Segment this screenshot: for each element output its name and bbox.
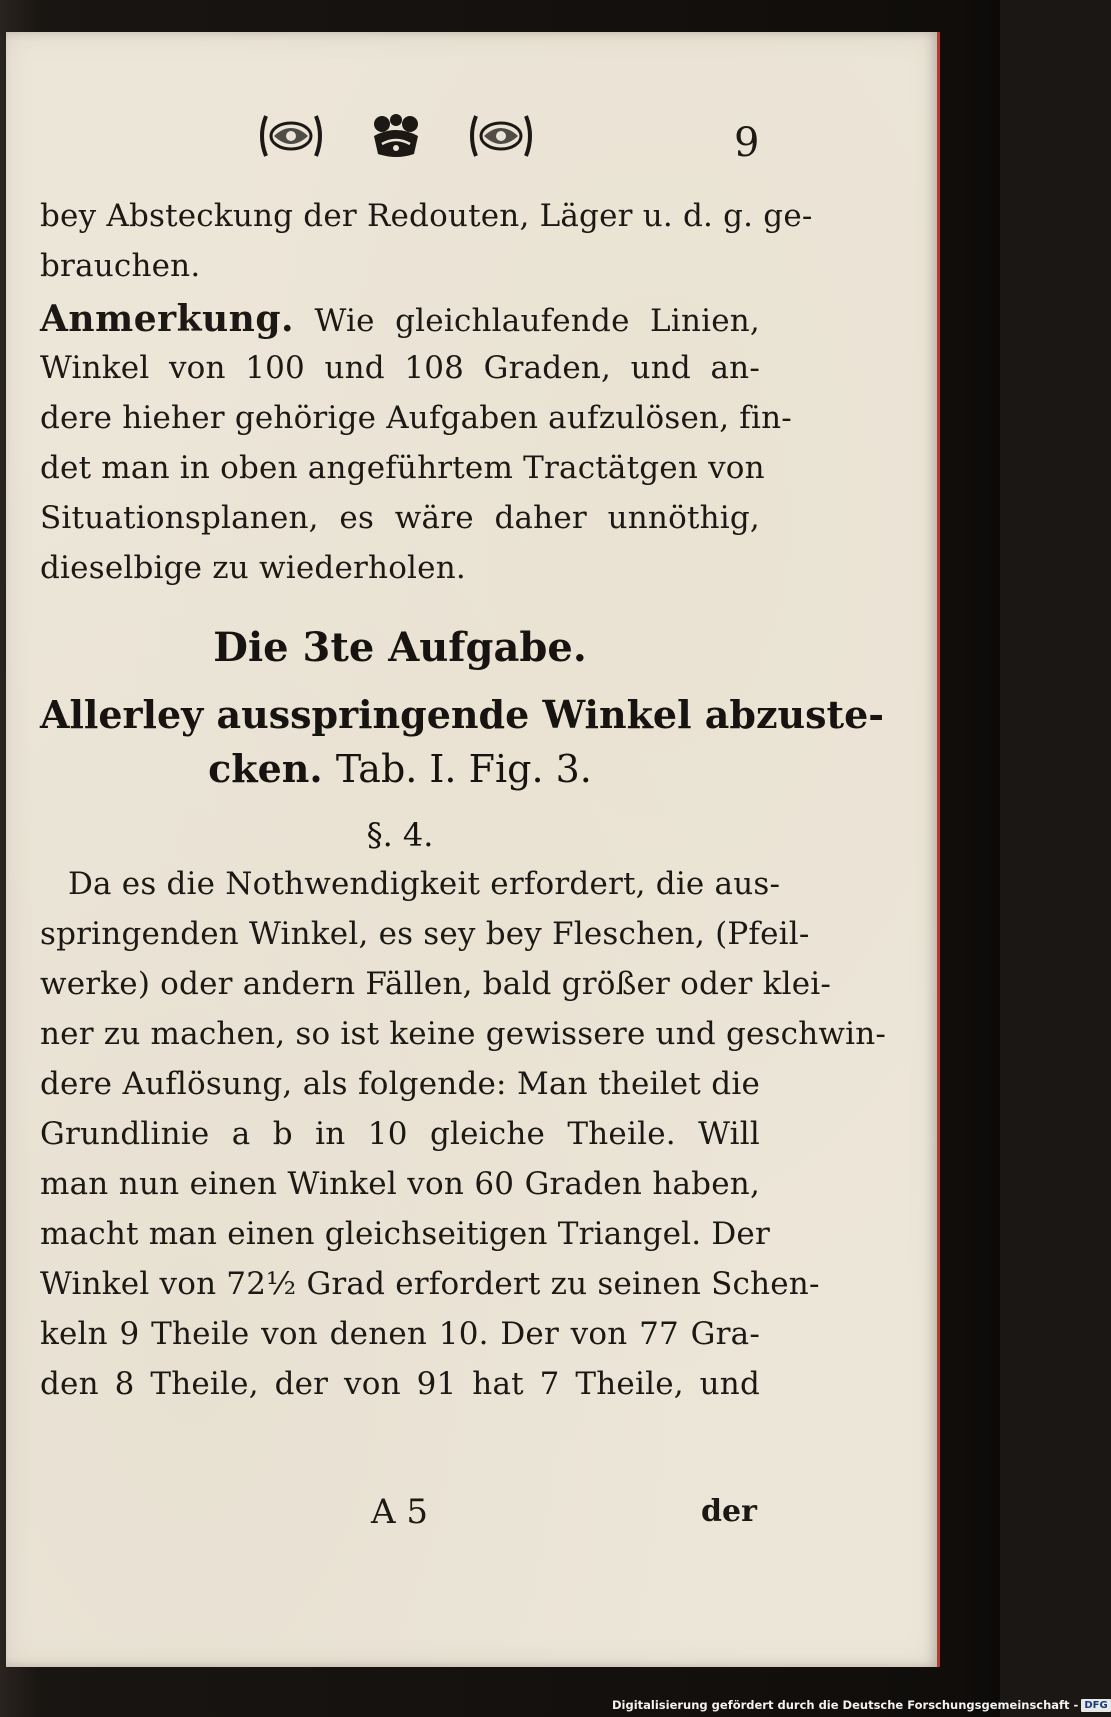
continuation-line-1: bey Absteckung der Redouten, Läger u. d. g. ge-: [40, 198, 813, 234]
task-title-gothic: cken.: [208, 746, 323, 791]
catchword: der: [701, 1494, 757, 1529]
paragraph-line: Da es die Nothwendigkeit erfordert, die aus-: [68, 866, 781, 902]
note-line-1-text: Wie gleichlaufende Linien,: [314, 303, 760, 339]
dfg-logo-icon: DFG: [1081, 1699, 1110, 1712]
book-page: [6, 32, 940, 1667]
continuation-line-2: brauchen.: [40, 248, 201, 284]
paragraph-line: springenden Winkel, es sey bey Fleschen, (Pfeil-: [40, 916, 810, 952]
note-label: Anmerkung.: [40, 298, 295, 340]
paragraph-line: dere Auflösung, als folgende: Man theilet die: [40, 1066, 760, 1102]
section-number: §. 4.: [366, 816, 434, 854]
note-first-line: [40, 298, 760, 340]
plate-reference: Tab. I. Fig. 3.: [335, 747, 592, 791]
task-title-line-1: Allerley ausspringende Winkel abzuste-: [40, 692, 885, 737]
paragraph-line: man nun einen Winkel von 60 Graden haben,: [40, 1166, 760, 1202]
paragraph-line: werke) oder andern Fällen, bald größer oder klei-: [40, 966, 832, 1002]
note-line: det man in oben angeführtem Tractätgen von: [40, 450, 765, 486]
paragraph-line: macht man einen gleichseitigen Triangel. Der: [40, 1216, 770, 1252]
woodcut-ornament-icon: [256, 110, 326, 162]
woodcut-ornament-icon: [466, 110, 536, 162]
paragraph-line: keln 9 Theile von denen 10. Der von 77 Gra-: [40, 1316, 760, 1352]
paragraph-line: Grundlinie a b in 10 gleiche Theile. Will: [40, 1116, 760, 1152]
note-line: dere hieher gehörige Aufgaben aufzulösen, fin-: [40, 400, 792, 436]
note-line: dieselbige zu wiederholen.: [40, 550, 466, 586]
signature-mark: A 5: [371, 1492, 428, 1532]
crown-ornament-icon: [368, 110, 424, 162]
note-line: Situationsplanen, es wäre daher unnöthig,: [40, 500, 760, 536]
paragraph-line: den 8 Theile, der von 91 hat 7 Theile, und: [40, 1366, 760, 1402]
credit-text: Digitalisierung gefördert durch die Deutsche Forschungsgemeinschaft -: [612, 1698, 1079, 1712]
note-line: Winkel von 100 und 108 Graden, und an-: [40, 350, 760, 386]
paragraph-line: ner zu machen, so ist keine gewissere und geschwin-: [40, 1016, 887, 1052]
task-title-line-2: [40, 746, 760, 791]
digitization-credit: [612, 1697, 1111, 1713]
task-heading: Die 3te Aufgabe.: [213, 624, 587, 671]
page-number: 9: [734, 120, 760, 166]
paragraph-line: Winkel von 72½ Grad erfordert zu seinen Schen-: [40, 1266, 820, 1302]
page-header-ornaments: [256, 110, 556, 170]
